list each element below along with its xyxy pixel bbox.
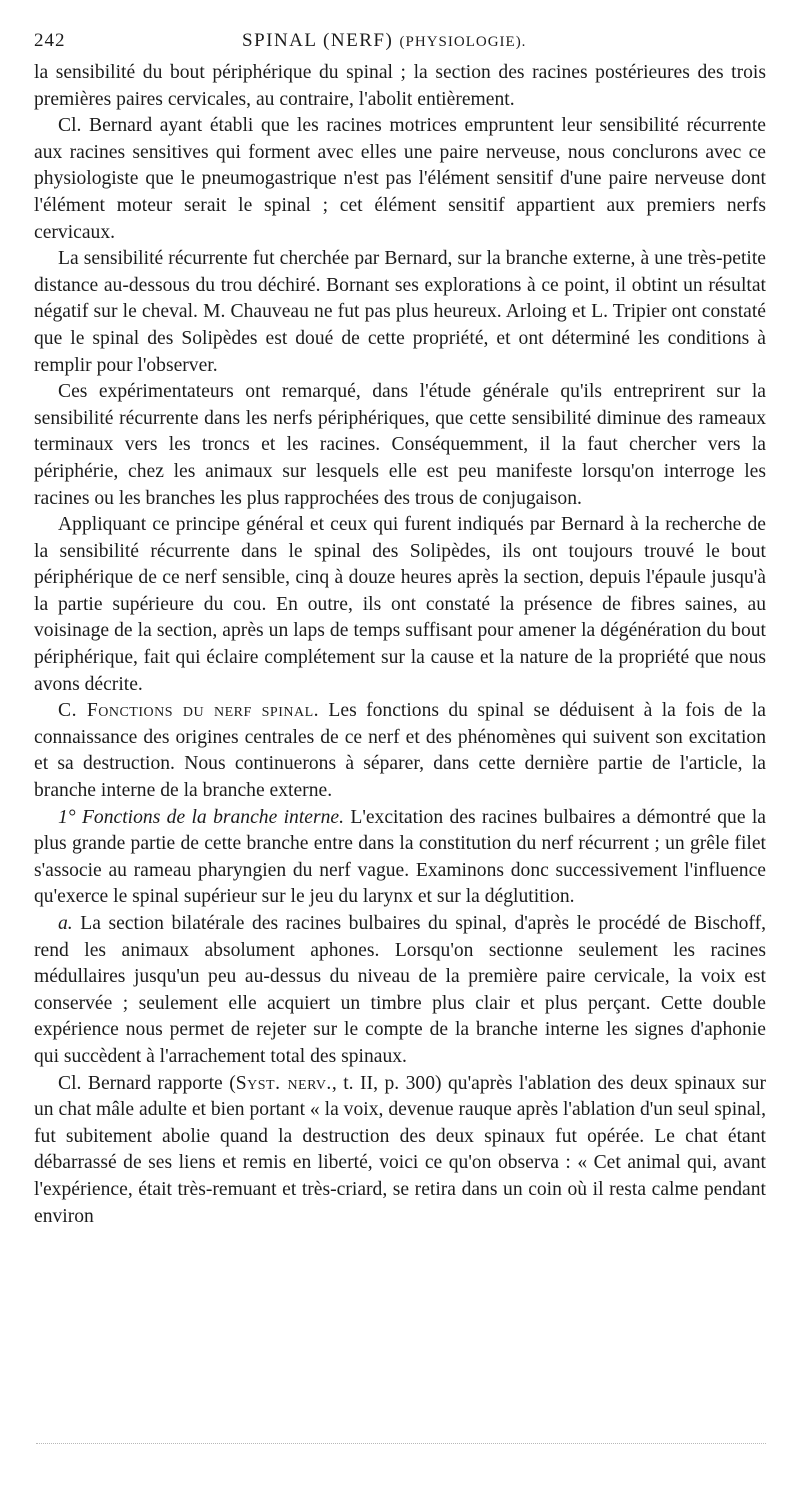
paragraph: Appliquant ce principe général et ceux qui furent indiqués par Bernard à la recherche de la sensibilité récurrente dans le spinal des Solipèdes, ils ont toujours trouvé le bout périphérique de ce nerf sensible, cinq à douze heures après la section, depuis l'épaule jusqu'à la partie supérieure du cou. En outre, ils ont constaté la présence de fibres saines, au voisinage de la section, après un laps de temps suffisant pour amener la dégénération du bout périphérique, fait qui éclaire complétement sur la cause et la nature de la propriété que nous avons décrite. bbox=[34, 514, 766, 695]
running-title-sub: (PHYSIOLOGIE). bbox=[399, 34, 527, 50]
body-text bbox=[34, 60, 766, 1230]
running-header bbox=[34, 26, 766, 60]
page-number: 242 bbox=[34, 30, 66, 51]
running-title bbox=[242, 30, 526, 52]
footer-rule bbox=[36, 1443, 766, 1444]
paragraph: la sensibilité du bout périphérique du spinal ; la section des racines postérieures des trois premières paires cervicales, au contraire, l'abolit entièrement. bbox=[34, 62, 766, 110]
paragraph: Cl. Bernard ayant établi que les racines motrices empruntent leur sensibilité récurrente aux racines sensitives qui forment avec elles une paire nerveuse, nous conclurons avec ce physiologiste que le pneumogastrique n'est pas l'élément sensitif d'une paire nerveuse dont l'élément moteur serait le spinal ; cet élément sensitif appartient aux premiers nerfs cervicaux. bbox=[34, 115, 766, 243]
paragraph: Cl. Bernard rapporte (Syst. nerv., t. II, p. 300) qu'après l'ablation des deux spinaux sur un chat mâle adulte et bien portant « la voix, devenue rauque après l'ablation d'un seul spinal, fut subitement abolie quand la destruction des deux spinaux fut opérée. Le chat étant débarrassé de ses liens et remis en liberté, voici ce qu'on observa : « Cet animal qui, avant l'expérience, était très-remuant et très-criard, se retira dans un coin où il resta calme pendant environ bbox=[34, 1072, 767, 1227]
subsection-heading: 1° Fonctions de la branche interne. bbox=[58, 806, 345, 828]
paragraph: Ces expérimentateurs ont remarqué, dans l'étude générale qu'ils entreprirent sur la sensibilité récurrente dans les nerfs périphériques, que cette sensibilité diminue des rameaux terminaux vers les troncs et les racines. Conséquemment, il la faut chercher vers la périphérie, chez les animaux sur lesquels elle est peu manifeste lorsqu'on interroge les racines ou les branches les plus rapprochées des trous de conjugaison. bbox=[34, 381, 766, 509]
lettered-paragraph: a. La section bilatérale des racines bulbaires du spinal, d'après le procédé de Bischoff, rend les animaux absolument aphones. Lorsqu'on sectionne seulement les racines médullaires jusqu'un peu au-dessus du niveau de la première paire cervicale, la voix est conservée ; seulement elle acquiert un timbre plus clair et plus perçant. Cette double expérience nous permet de rejeter sur le compte de la branche interne les signes d'aphonie qui succèdent à l'arrachement total des spinaux. bbox=[34, 913, 767, 1067]
section-heading: C. Fonctions du nerf spinal. bbox=[58, 700, 320, 722]
paragraph: La sensibilité récurrente fut cherchée par Bernard, sur la branche externe, à une très-petite distance au-dessous du trou déchiré. Bornant ses explorations à ce point, il obtint un résultat négatif sur le cheval. M. Chauveau ne fut pas plus heureux. Arloing et L. Tripier ont constaté que le spinal des Solipèdes est doué de cette propriété, et ont déterminé les conditions à remplir pour l'observer. bbox=[34, 248, 766, 376]
book-page bbox=[34, 26, 766, 1230]
citation-reference: Syst. nerv. bbox=[235, 1072, 332, 1094]
subsection-paragraph: 1° Fonctions de la branche interne. L'excitation des racines bulbaires a démontré que la plus grande partie de cette branche entre dans la constitution du nerf récurrent ; un grêle filet s'associe au rameau pharyngien du nerf vague. Examinons donc successivement l'influence qu'exerce le spinal supérieur sur le jeu du larynx et sur la déglutition. bbox=[34, 806, 766, 908]
section-paragraph: C. Fonctions du nerf spinal. Les fonctions du spinal se déduisent à la fois de la connaissance des origines centrales de ce nerf et des phénomènes qui suivent son excitation et sa destruction. Nous continuerons à séparer, dans cette dernière partie de l'article, la branche interne de la branche externe. bbox=[34, 700, 767, 802]
running-title-main: SPINAL (NERF) bbox=[242, 30, 394, 51]
item-letter: a. bbox=[58, 913, 73, 934]
